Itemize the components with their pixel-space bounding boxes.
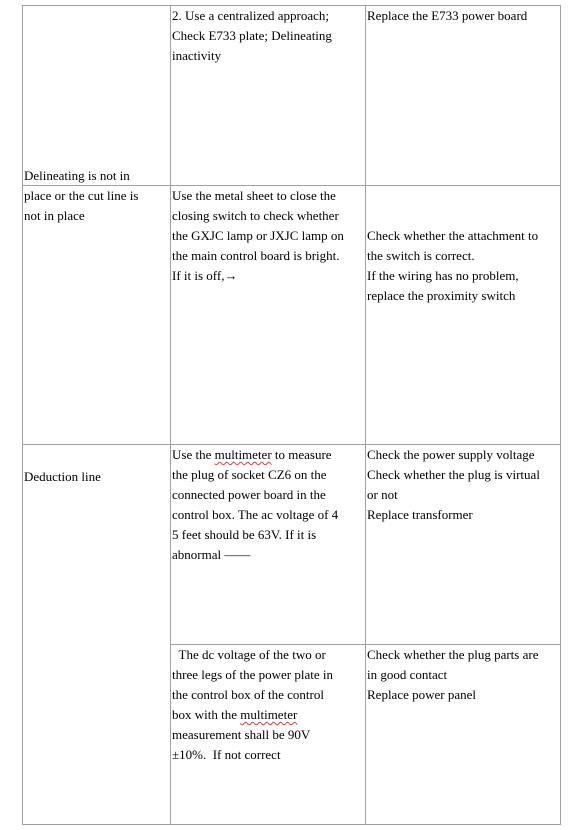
cell-text-line: the control box of the control: [172, 687, 324, 702]
table-cell-fault: [23, 445, 171, 825]
cell-text-line: measurement shall be 90V: [172, 727, 311, 742]
cell-text-line: Replace power panel: [367, 687, 477, 702]
cell-text-line: closing switch to check whether: [172, 208, 339, 223]
cell-text-line: replace the proximity switch: [367, 288, 516, 303]
cell-text-line: the switch is correct.: [367, 248, 475, 263]
cell-text-line: or not: [367, 487, 398, 502]
table-cell-remedy: [366, 186, 561, 445]
cell-text-line: inactivity: [172, 48, 222, 63]
table-cell-check: [171, 445, 366, 645]
cell-text-line: abnormal ——: [172, 547, 251, 562]
table-cell-fault: [23, 168, 171, 445]
cell-text-line: 2. Use a centralized approach;: [172, 8, 330, 23]
cell-text-line: If it is off,→: [172, 268, 238, 283]
table-row: [23, 6, 561, 186]
cell-text-line: Replace the E733 power board: [367, 8, 528, 23]
cell-text-line: Use the metal sheet to close the: [172, 188, 336, 203]
table-row: [23, 445, 561, 645]
table-cell-remedy: [366, 445, 561, 645]
cell-text-line: in good contact: [367, 667, 448, 682]
table-cell-fault: [23, 6, 171, 186]
cell-text-line: control box. The ac voltage of 4: [172, 507, 339, 522]
cell-text-line: If the wiring has no problem,: [367, 268, 519, 283]
cell-text-line: Check whether the plug is virtual: [367, 467, 540, 482]
troubleshooting-table: [22, 5, 561, 825]
cell-text-line: Check the power supply voltage: [367, 447, 535, 462]
cell-text-line: 5 feet should be 63V. If it is: [172, 527, 317, 542]
table-cell-remedy: [366, 645, 561, 825]
cell-text-line: ±10%. If not correct: [172, 747, 281, 762]
table-cell-check: [171, 645, 366, 825]
table-cell-remedy: [366, 6, 561, 186]
cell-text-line: box with the multimeter: [172, 707, 298, 722]
table-row: [23, 186, 561, 445]
table-cell-check: [171, 6, 366, 186]
cell-text-line: Check whether the plug parts are: [367, 647, 539, 662]
cell-text-line: Replace transformer: [367, 507, 473, 522]
cell-text-line: the GXJC lamp or JXJC lamp on: [172, 228, 344, 243]
table-cell-check: [171, 186, 366, 445]
cell-text-line: not in place: [24, 208, 85, 223]
cell-text-line: Deduction line: [24, 469, 101, 484]
cell-text-line: connected power board in the: [172, 487, 326, 502]
spellcheck-word: multimeter: [214, 447, 272, 462]
cell-text-line: Check E733 plate; Delineating: [172, 28, 332, 43]
spellcheck-word: multimeter: [240, 707, 298, 722]
cell-text-line: place or the cut line is: [24, 188, 139, 203]
cell-text-line: the plug of socket CZ6 on the: [172, 467, 327, 482]
cell-text-line: Use the multimeter to measure: [172, 447, 332, 462]
cell-text-line: the main control board is bright.: [172, 248, 340, 263]
cell-text-line: Check whether the attachment to: [367, 228, 539, 243]
cell-text-line: three legs of the power plate in: [172, 667, 333, 682]
cell-text-line: The dc voltage of the two or: [172, 647, 326, 662]
cell-text-line: Delineating is not in: [24, 168, 130, 183]
